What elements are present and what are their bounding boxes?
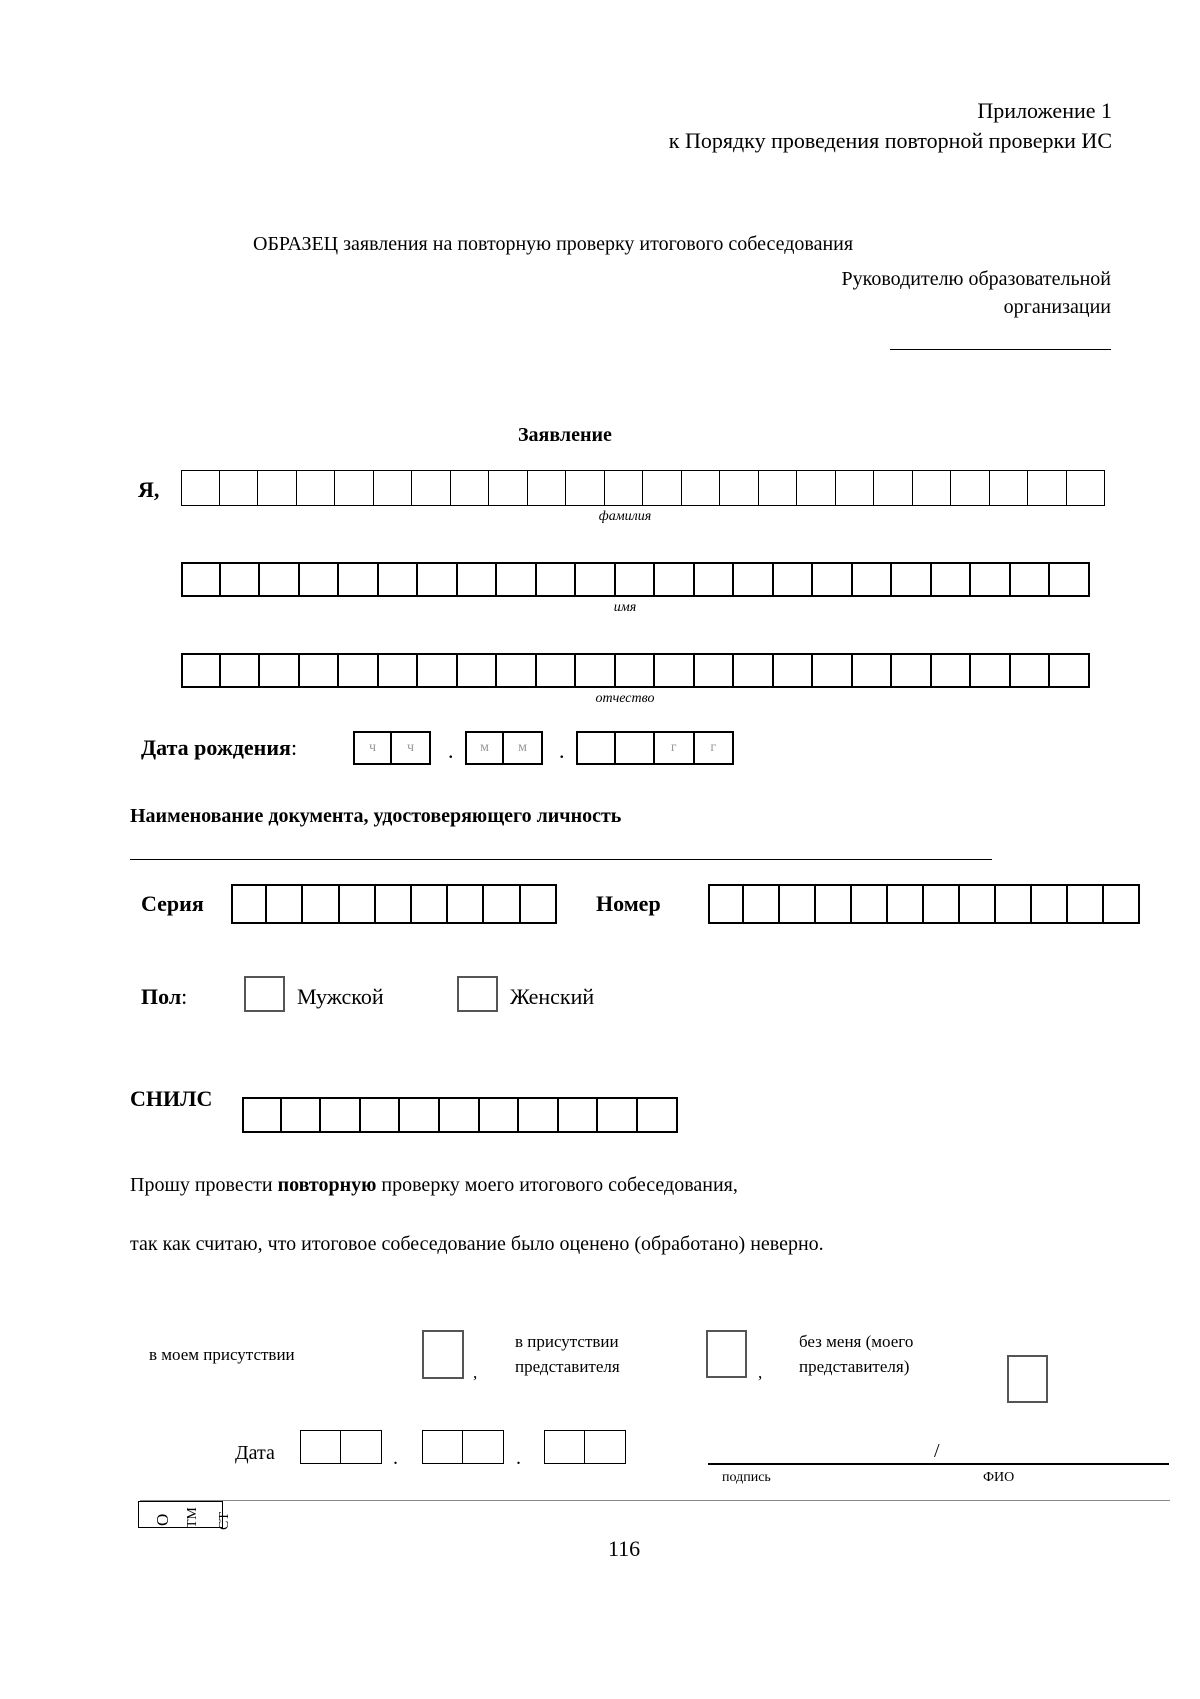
gender-colon: : [181,984,188,1009]
surname-cell[interactable] [1028,470,1067,506]
patronymic-cell[interactable] [813,653,853,688]
patronymic-cell[interactable] [339,653,379,688]
gender-male-checkbox[interactable] [244,976,285,1012]
sign-year-field[interactable] [544,1430,626,1464]
presence-self-checkbox[interactable] [422,1330,464,1379]
sign-day-cell[interactable] [300,1430,341,1464]
name-cell[interactable] [537,562,577,597]
number-cell[interactable] [852,884,888,924]
snils-cell[interactable] [638,1097,678,1133]
surname-cell[interactable] [605,470,644,506]
name-cell[interactable] [300,562,340,597]
gender-male-label: Мужской [297,984,384,1009]
presence-option-representative-2: представителя [515,1357,620,1376]
patronymic-cell[interactable] [932,653,972,688]
sign-month-cell[interactable] [463,1430,504,1464]
name-cell[interactable] [221,562,261,597]
snils-cell[interactable] [282,1097,322,1133]
sign-year-cell[interactable] [544,1430,585,1464]
sign-day-cell[interactable] [341,1430,382,1464]
presence-absent-checkbox[interactable] [1007,1355,1048,1403]
sign-date-separator: . [393,1447,398,1469]
snils-cell[interactable] [559,1097,599,1133]
stamp-char: СТ [217,1512,232,1530]
name-cell[interactable] [616,562,656,597]
presence-comma: , [473,1363,478,1382]
sign-date-separator: . [516,1447,521,1469]
number-field[interactable] [708,884,1140,924]
patronymic-cell[interactable] [497,653,537,688]
page-number: 116 [608,1536,641,1561]
patronymic-field[interactable] [181,653,1090,688]
patronymic-cell[interactable] [221,653,261,688]
appendix-title: Приложение 1 [977,98,1112,123]
name-cell[interactable] [339,562,379,597]
surname-cell[interactable] [682,470,721,506]
request-line-2: так как считаю, что итоговое собеседование было оценено (обработано) неверно. [130,1233,824,1255]
gender-label-row [141,983,187,1011]
patronymic-cell[interactable] [655,653,695,688]
series-cell[interactable] [484,884,520,924]
surname-cell[interactable] [335,470,374,506]
stamp-char: О [153,1513,172,1526]
birth-date-separator: . [448,738,454,763]
birth-year-cell [576,731,616,765]
patronymic-cell[interactable] [260,653,300,688]
series-cell[interactable] [376,884,412,924]
number-cell[interactable] [744,884,780,924]
birth-date-colon: : [290,735,298,760]
snils-cell[interactable] [519,1097,559,1133]
birth-day-cell: ч [392,731,431,765]
name-cell[interactable] [576,562,616,597]
number-cell[interactable] [1068,884,1104,924]
number-cell[interactable] [780,884,816,924]
gender-female-label: Женский [510,984,595,1009]
snils-cell[interactable] [480,1097,520,1133]
series-label: Серия [141,891,204,916]
id-document-label: Наименование документа, удостоверяющего личность [130,805,622,827]
name-cell[interactable] [892,562,932,597]
gender-label: Пол [141,984,182,1009]
name-cell[interactable] [774,562,814,597]
request-text-end: проверку моего итогового собеседования, [376,1174,738,1196]
series-field[interactable] [231,884,557,924]
sign-month-cell[interactable] [422,1430,463,1464]
stamp-char: ТМ [185,1507,200,1528]
number-label: Номер [596,891,661,916]
stamp-box [138,1501,223,1528]
signature-date-label: Дата [235,1442,275,1464]
patronymic-cell[interactable] [379,653,419,688]
name-cell[interactable] [971,562,1011,597]
patronymic-caption: отчество [595,691,655,706]
birth-date-separator: . [559,738,565,763]
number-cell[interactable] [1032,884,1068,924]
patronymic-cell[interactable] [576,653,616,688]
birth-day-cell: ч [353,731,392,765]
patronymic-cell[interactable] [418,653,458,688]
name-cell[interactable] [1011,562,1051,597]
number-cell[interactable] [996,884,1032,924]
presence-comma: , [758,1363,763,1382]
birth-year-cell: г [655,731,695,765]
patronymic-cell[interactable] [1050,653,1090,688]
patronymic-cell[interactable] [537,653,577,688]
snils-cell[interactable] [400,1097,440,1133]
name-cell[interactable] [853,562,893,597]
patronymic-cell[interactable] [1011,653,1051,688]
surname-cell[interactable] [451,470,490,506]
number-cell[interactable] [924,884,960,924]
sign-year-cell[interactable] [585,1430,626,1464]
name-cell[interactable] [655,562,695,597]
series-cell[interactable] [340,884,376,924]
patronymic-cell[interactable] [853,653,893,688]
surname-cell[interactable] [489,470,528,506]
request-line-1 [130,1172,738,1198]
footer-divider [140,1500,1170,1501]
snils-cell[interactable] [321,1097,361,1133]
number-cell[interactable] [708,884,744,924]
name-cell[interactable] [418,562,458,597]
birth-date-label-row [141,734,297,762]
request-text-start: Прошу провести [130,1174,278,1196]
series-cell[interactable] [448,884,484,924]
patronymic-cell[interactable] [300,653,340,688]
patronymic-cell[interactable] [616,653,656,688]
presence-representative-checkbox[interactable] [706,1330,747,1378]
name-field[interactable] [181,562,1090,597]
appendix-reference: к Порядку проведения повторной проверки ИС [668,128,1112,153]
name-caption: имя [613,600,637,615]
name-cell[interactable] [1050,562,1090,597]
surname-cell[interactable] [220,470,259,506]
sign-day-field[interactable] [300,1430,382,1464]
form-title: ОБРАЗЕЦ заявления на повторную проверку итогового собеседования [253,233,854,255]
name-cell[interactable] [813,562,853,597]
sign-month-field[interactable] [422,1430,504,1464]
name-cell[interactable] [497,562,537,597]
surname-cell[interactable] [566,470,605,506]
number-cell[interactable] [816,884,852,924]
series-cell[interactable] [521,884,557,924]
number-cell[interactable] [1104,884,1140,924]
surname-caption: фамилия [598,509,652,524]
surname-cell[interactable] [297,470,336,506]
number-cell[interactable] [960,884,996,924]
surname-cell[interactable] [990,470,1029,506]
surname-cell[interactable] [759,470,798,506]
signature-slash: / [934,1440,940,1462]
surname-cell[interactable] [412,470,451,506]
birth-year-cell: г [695,731,735,765]
birth-year-cell [616,731,656,765]
patronymic-cell[interactable] [734,653,774,688]
patronymic-cell[interactable] [774,653,814,688]
addressee-line-2: организации [1003,296,1111,318]
birth-month-cell: м [465,731,504,765]
surname-cell[interactable] [720,470,759,506]
surname-cell[interactable] [797,470,836,506]
presence-option-absent-1: без меня (моего [799,1332,914,1351]
surname-cell[interactable] [374,470,413,506]
surname-cell[interactable] [913,470,952,506]
patronymic-cell[interactable] [695,653,735,688]
addressee-name-line [890,349,1111,350]
name-cell[interactable] [932,562,972,597]
signature-line[interactable] [708,1463,1169,1465]
surname-cell[interactable] [258,470,297,506]
number-cell[interactable] [888,884,924,924]
presence-option-self: в моем присутствии [149,1345,295,1364]
series-cell[interactable] [231,884,267,924]
birth-date-label: Дата рождения [141,735,291,760]
addressee-line-1: Руководителю образовательной [841,268,1111,290]
snils-cell[interactable] [361,1097,401,1133]
request-text-bold: повторную [277,1174,377,1196]
signature-caption: подпись [722,1470,771,1485]
surname-cell[interactable] [643,470,682,506]
snils-field[interactable] [242,1097,678,1133]
name-cell[interactable] [379,562,419,597]
snils-cell[interactable] [242,1097,282,1133]
surname-cell[interactable] [836,470,875,506]
person-prefix: Я, [138,477,160,502]
presence-option-absent-2: представителя) [799,1357,910,1376]
patronymic-cell[interactable] [892,653,932,688]
snils-cell[interactable] [598,1097,638,1133]
id-document-line[interactable] [130,859,992,860]
name-cell[interactable] [181,562,221,597]
series-cell[interactable] [303,884,339,924]
statement-title: Заявление [518,424,612,446]
snils-cell[interactable] [440,1097,480,1133]
name-cell[interactable] [695,562,735,597]
series-cell[interactable] [267,884,303,924]
surname-cell[interactable] [1067,470,1106,506]
birth-month-cell: м [504,731,543,765]
surname-cell[interactable] [528,470,567,506]
birth-month-field[interactable] [465,731,543,765]
name-cell[interactable] [734,562,774,597]
patronymic-cell[interactable] [971,653,1011,688]
surname-cell[interactable] [181,470,220,506]
presence-option-representative-1: в присутствии [515,1332,619,1351]
surname-field[interactable] [181,470,1105,506]
patronymic-cell[interactable] [458,653,498,688]
snils-label: СНИЛС [130,1086,213,1111]
fio-caption: ФИО [983,1470,1015,1485]
name-cell[interactable] [458,562,498,597]
series-cell[interactable] [412,884,448,924]
surname-cell[interactable] [874,470,913,506]
patronymic-cell[interactable] [181,653,221,688]
name-cell[interactable] [260,562,300,597]
gender-female-checkbox[interactable] [457,976,498,1012]
birth-day-field[interactable] [353,731,431,765]
birth-year-field[interactable] [576,731,734,765]
surname-cell[interactable] [951,470,990,506]
